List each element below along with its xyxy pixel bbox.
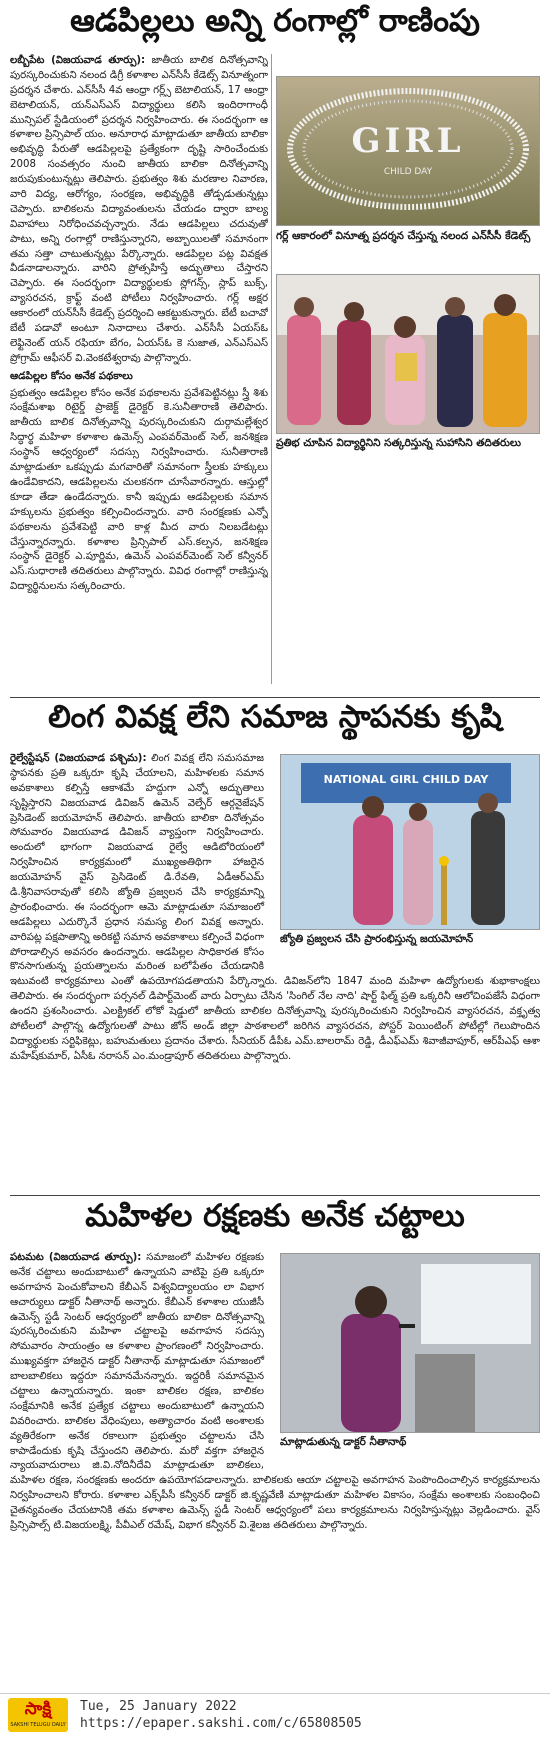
article3-headline: మహిళల రక్షణకు అనేక చట్టాలు — [85, 1199, 465, 1234]
photo-lamp-banner: NATIONAL GIRL CHILD DAY — [323, 773, 489, 786]
photo-felicitation — [276, 274, 540, 434]
article3-body-text: సమాజంలో మహిళల రక్షణకు అనేక చట్టాలు అందుబాటులో ఉన్నాయని వాటిపై ప్రతి ఒక్కరూ అవగాహన పెంచుకోవాలని కేబీఎన్ విశ్వవిద్యాలయం లా విభాగ ఆచార్యులు డాక్టర్ నీతానాథ్ అన్నారు. కేబీఎన్ కళాశాల యుజీసీ ఉమెన్స్ స్టడీ సెంటర్ ఆధ్వర్యంలో జాతీయ బాలికా దినోత్సవాన్ని పురస్కరించుకుని మహిళా చట్టాలపై అవగాహన సదస్సు సోమవారం సాయంత్రం ఆ కళాశాల ప్రాంగణంలో నిర్వహించారు. ముఖ్యవక్తగా హాజరైన డాక్టర్ నీతానాథ్ మాట్లాడుతూ సమాజంలో బాలబాలికలు ఇద్దరూ సమానమేనన్నారు. ఇద్దరికీ సమానమైన చట్టాలు ఉన్నాయన్నారు. ఇంకా బాలికల రక్షణ, బాలికల సంక్షేమానికి అనేక ప్రత్యేక చట్టాలు అందుబాటులో ఉన్నాయని వివరించారు. బాలికల వేధింపులు, అత్యాచారం వంటి అంశాలకు వ్యతిరేకంగా అనేక రకాలుగా ప్రభుత్వం చట్టాలను చేసి కాపాడేందుకు కృషి చేస్తుందని తెలిపారు. మరో వక్తగా హాజరైన న్యాయవాదురాలు జి.వి.నోదినీదేవి మాట్లాడుతూ బాలికలు, మహిళల రక్షణ, సంరక్షణకు అందరూ ఉపయోగపడాలన్నారు. బాలికలకు ఆయా చట్టాలపై అవగాహన పెంపొందించాల్సిన కార్యక్రమాలను నిర్వహించాలని కోరారు. కళాశాల ఎక్స్‌పీసీ కన్వీనర్ డాక్టర్ జి.కృష్ణవేణి మాట్లాడుతూ మహిళల వికాసం, సంక్షేమ అంశాలకు సంబంధించి చైతన్యవంతం చేయటానికి తమ కళాశాల ఉమెన్స్ స్టడీ సెంటర్ ఆధ్వర్యంలో పలు కార్యక్రమాలను నిర్వహిస్తున్నట్లు వెల్లడించారు. వైస్ ప్రిన్సిపాల్స్ టి.విజయలక్ష్మి, పీవీఎల్ రమేష్, విభాగ కన్వీనర్ వి.శైలజ తదితరులు పాల్గొన్నారు. — [10, 1252, 540, 1532]
article2-dateline: రైల్వేస్టేషన్ (విజయవాడ పశ్చిమ): — [10, 753, 147, 764]
photo-girl-formation — [276, 76, 540, 226]
article2-headline: లింగ వివక్ష లేని సమాజ స్థాపనకు కృషి — [48, 700, 502, 735]
sakshi-logo — [8, 1698, 68, 1732]
article-women-protection-laws — [10, 1199, 540, 1691]
article1-dateline: లబ్బీపేట (విజయవాడ తూర్పు): — [10, 55, 146, 66]
article1-column-divider — [271, 54, 272, 684]
article-girl-children-excel — [10, 4, 540, 694]
article1-subhead: ఆడపిల్లల కోసం అనేక పథకాలు — [10, 370, 133, 382]
article1-column-left — [10, 54, 268, 694]
photo-girl-subtext: CHILD DAY — [383, 167, 433, 177]
section-divider-1 — [10, 697, 540, 698]
caption-lamp-lighting: జ్యోతి ప్రజ్వలన చేసి ప్రారంభిస్తున్న జయమోహన్ — [280, 933, 474, 945]
article1-body-part1: జాతీయ బాలిక దినోత్సవాన్ని పురస్కరించుకుని నలంద డిగ్రీ కళాశాల ఎన్‌సీసీ కేడెట్స్ వినూత్నంగా ప్రదర్శన చేశారు. ఎన్‌సీసీ 4వ ఆంధ్రా గర్ల్స్ బెటాలియన్, 17 ఆంధ్రా బెటాలియన్, యన్‌ఎస్‌ఎస్ విద్యార్థులు కలిసి ఇందిరాగాంధీ మున్సిపల్ స్టేడియంలో ప్రదర్శన నిర్వహించారు. ఈ సందర్భంగా ఆ కళాశాల ప్రిన్సిపాల్ యం. అనూరాధ మాట్లాడుతూ జాతీయ బాలికా అభివృద్ధి పేరుతో ఆడపిల్లలపై ప్రత్యేకంగా దృష్టి సారించేందుకు 2008 సంవత్సరం నుంచి జాతీయ బాలికా దినోత్సవాన్ని జరుపుకుంటున్నట్లు తెలిపారు. ప్రభుత్వం శిశు మరణాల నివారణ, వారి విద్య, ఆరోగ్యం, సంరక్షణ, అభివృద్ధికి తోడ్పడుతున్నట్లు చెప్పారు. బాలికలను విద్యావంతులను చేయడం ద్వారా బాల్య వివాహాలు నిరోధించవచ్చన్నారు. నేడు ఆడపిల్లలు చదువుతో పాటు, అన్ని రంగాల్లో రాణిస్తున్నారని, అబ్బాయిలతో సమానంగా తమ సత్తా చాటుతున్నట్లు పేర్కొన్నారు. ఆడపిల్లల పట్ల వివక్షత వీడనాడాలన్నారు. వారిని ప్రోత్సహిస్తే అద్భుతాలు చేస్తారని చెప్పారు. ఈ సందర్భంగా విద్యార్థులకు స్లోగన్స్, స్లాప్ బుక్స్, వ్యాసరచన, క్రాఫ్ట్ వంటి పోటీలు నిర్వహించారు. గర్ల్ అక్షర ఆకారంలో యన్‌సీసీ కేడెట్స్ ప్రదర్శించి ఆకట్టుకున్నారు. బేటీ బచావో బేటీ పడావో అంటూ నినాదాలు చేశారు. ఎన్‌సీసీ ఏయస్ఓ లెఫ్టినెంట్ యన్ రఫియా బేగం, ఏయస్ఓ కె సుజాత, ఎన్‌ఎస్‌ఎస్ ప్రోగ్రామ్ ఆఫీసర్ వి.వెంకటేశ్వరావు పాల్గొన్నారు. — [10, 55, 268, 364]
epaper-url[interactable]: https://epaper.sakshi.com/c/65808505 — [80, 1716, 362, 1731]
edition-date: Tue, 25 January 2022 — [80, 1699, 237, 1714]
sakshi-logo-subtitle: SAKSHI TELUGU DAILY — [10, 1722, 66, 1728]
article1-headline: ఆడపిల్లలు అన్ని రంగాల్లో రాణింపు — [70, 4, 480, 39]
photo-speaker — [280, 1253, 540, 1433]
article3-dateline: పటమట (విజయవాడ తూర్పు): — [10, 1252, 142, 1263]
photo-girl-text: GIRL — [351, 121, 465, 161]
article1-body-part2: ప్రభుత్వం ఆడపిల్లల కోసం అనేక పథకాలను ప్రవేశపెట్టినట్లు స్త్రీ శిశు సంక్షేమశాఖ రిటైర్డ్ ప్రాజెక్ట్ డైరెక్టర్ కె.సునీతారాణి తెలిపారు. జాతీయ బాలిక దినోత్సవాన్ని పురస్కరించుకుని దుర్గామల్లేశ్వర సిద్ధార్థ మహిళా కళాశాల ఉమెన్స్ ఎంపవర్‌మెంట్ సెల్, జనశిక్షణ సంస్థాన్ ఆధ్వర్యంలో సదస్సు నిర్వహించారు. సునీతారాణి మాట్లాడుతూ ఒకప్పుడు మగవారితో సమానంగా స్త్రీలకు హక్కులు ఉండేవికాదని, ఆడపిల్లలను చులకనగా చూసేవారన్నారు. ఆస్తుల్లో కూడా తేడా ఉండేదన్నారు. కానీ ఇప్పుడు ఆడపిల్లలకు సమాన హక్కులను ప్రభుత్వం కల్పించిందన్నారు. వారి సంరక్షణకు ఎన్నో పథకాలను ప్రవేశపెట్టి వారి కాళ్ల మీద వారు నిలబడేటట్లు చేస్తున్నారన్నారు. కళాశాల ప్రిన్సిపాల్ ఎస్.కల్పన, జనశిక్షణ సంస్థాన్ డైరెక్టర్ ఎ.పూర్ణిమ, ఉమెన్ ఎంపవర్‌మెంట్ సెల్ కన్వీనర్ ఎస్.సుధారాణి తదితరులు పాల్గొన్నారు. వివిధ రంగాల్లో రాణిస్తున్న విద్యార్థినులను సత్కరించారు. — [10, 387, 268, 593]
caption-speaker: మాట్లాడుతున్న డాక్టర్ నీతానాథ్ — [280, 1436, 407, 1448]
caption-girl-formation: గర్ల్ ఆకారంలో వినూత్న ప్రదర్శన చేస్తున్న నలంద ఎన్‌సీసీ కేడెట్స్ — [276, 230, 531, 242]
photo-felicitation-image — [277, 275, 539, 433]
epaper-footer — [0, 1693, 550, 1738]
photo-lamp-lighting — [280, 754, 540, 930]
photo-speaker-image — [281, 1254, 539, 1432]
article-gender-equality — [10, 700, 540, 1192]
caption-felicitation: ప్రతిభ చూపిన విద్యార్థినిని సత్కరిస్తున్న సుహాసిని తదితరులు — [276, 437, 521, 449]
sakshi-logo-word: సాక్షి — [24, 1699, 52, 1719]
section-divider-2 — [10, 1195, 540, 1196]
article2-body-text: లింగ వివక్ష లేని సమసమాజ స్థాపనకు ప్రతి ఒక్కరూ కృషి చేయాలని, మహిళలకు సమాన అవకాశాలు కల్పిస్తే ఆకాశమే హద్దుగా ఎన్నో అద్భుతాలు సృష్టిస్తారని విజయవాడ డివిజన్ ఉమెన్ వెల్ఫేర్ ఆర్గనైజేషన్ ప్రెసిడెంట్ జయమోహన్ తెలిపారు. జాతీయ బాలికా దినోత్సవం సోమవారం విజయవాడ డివిజన్ వ్యాప్తంగా నిర్వహించారు. అందులో భాగంగా విజయవాడ రైల్వే ఆడిటోరియంలో నిర్వహించిన కార్యక్రమంలో ముఖ్యఅతిథిగా హాజరైన జయమోహన్ వైస్ ప్రెసిడెంట్ డి.రేవతి, ఏడీఆర్ఎమ్ డి.శ్రీనివాసరావుతో కలిసి జ్యోతి ప్రజ్వలన చేసి కార్యక్రమాన్ని ప్రారంభించారు. ఈ సందర్భంగా ఆమె మాట్లాడుతూ సమాజంలో ఆడపిల్లలు ఎదుర్కొనే ప్రధాన సమస్య లింగ వివక్ష అన్నారు. వారిపట్ల పక్షపాతాన్ని అరికట్టి సమాన అవకాశాలు కల్పించే విధంగా పోరాడాల్సిన అవసరం ఉందన్నారు. ఆడపిల్లల సాధికారత కోసం కొనసాగుతున్న ప్రయత్నాలను మరింత బలోపేతం చేయడానికి ఇటువంటి కార్యక్రమాలు ఎంతో ఉపయోగపడతాయని పేర్కొన్నారు. డివిజన్‌లోని 1847 మంది మహిళా ఉద్యోగులకు శుభాకాంక్షలు తెలిపారు. ఈ సందర్భంగా పర్సనల్ డిపార్ట్‌మెంట్ వారు ఏర్పాటు చేసిన 'సింగిల్ నేల నాది' షార్ట్ ఫిల్మ్ ప్రతి ఒక్కరినీ ఆలోచింపజేసే విధంగా ఉందని ప్రశంసించారు. ఎలక్ట్రికల్ లోకో షెడ్డులో జాతీయ బాలికల దినోత్సవాన్ని పురస్కరించుకుని నిర్వహించిన వ్యాసరచన, వక్తృత్వ పోటీలలో పాల్గొన్న ఉద్యోగులతో పాటు జోన్ అండ్ జిల్లా పాఠశాలలో జరిగిన వ్యాసరచన, పోస్టర్ పెయింటింగ్ పోటీల్లో గెలుపొందిన విద్యార్థులకు సర్టిఫికెట్లు, బహుమతులు ప్రదానం చేశారు. సీనియర్ డీపీఓ ఎమ్.బాలరామ్ రెడ్డి, డీఎఫ్‌ఎమ్ శివాజీవాపూర్, ఆర్‌పీఎఫ్ ఆశా మహేష్‌కుమార్, ఏసీఓ నరాసన్ ఎం.మండ్రాపూర్ తదితరులు పాల్గొన్నారు. — [10, 753, 540, 1062]
